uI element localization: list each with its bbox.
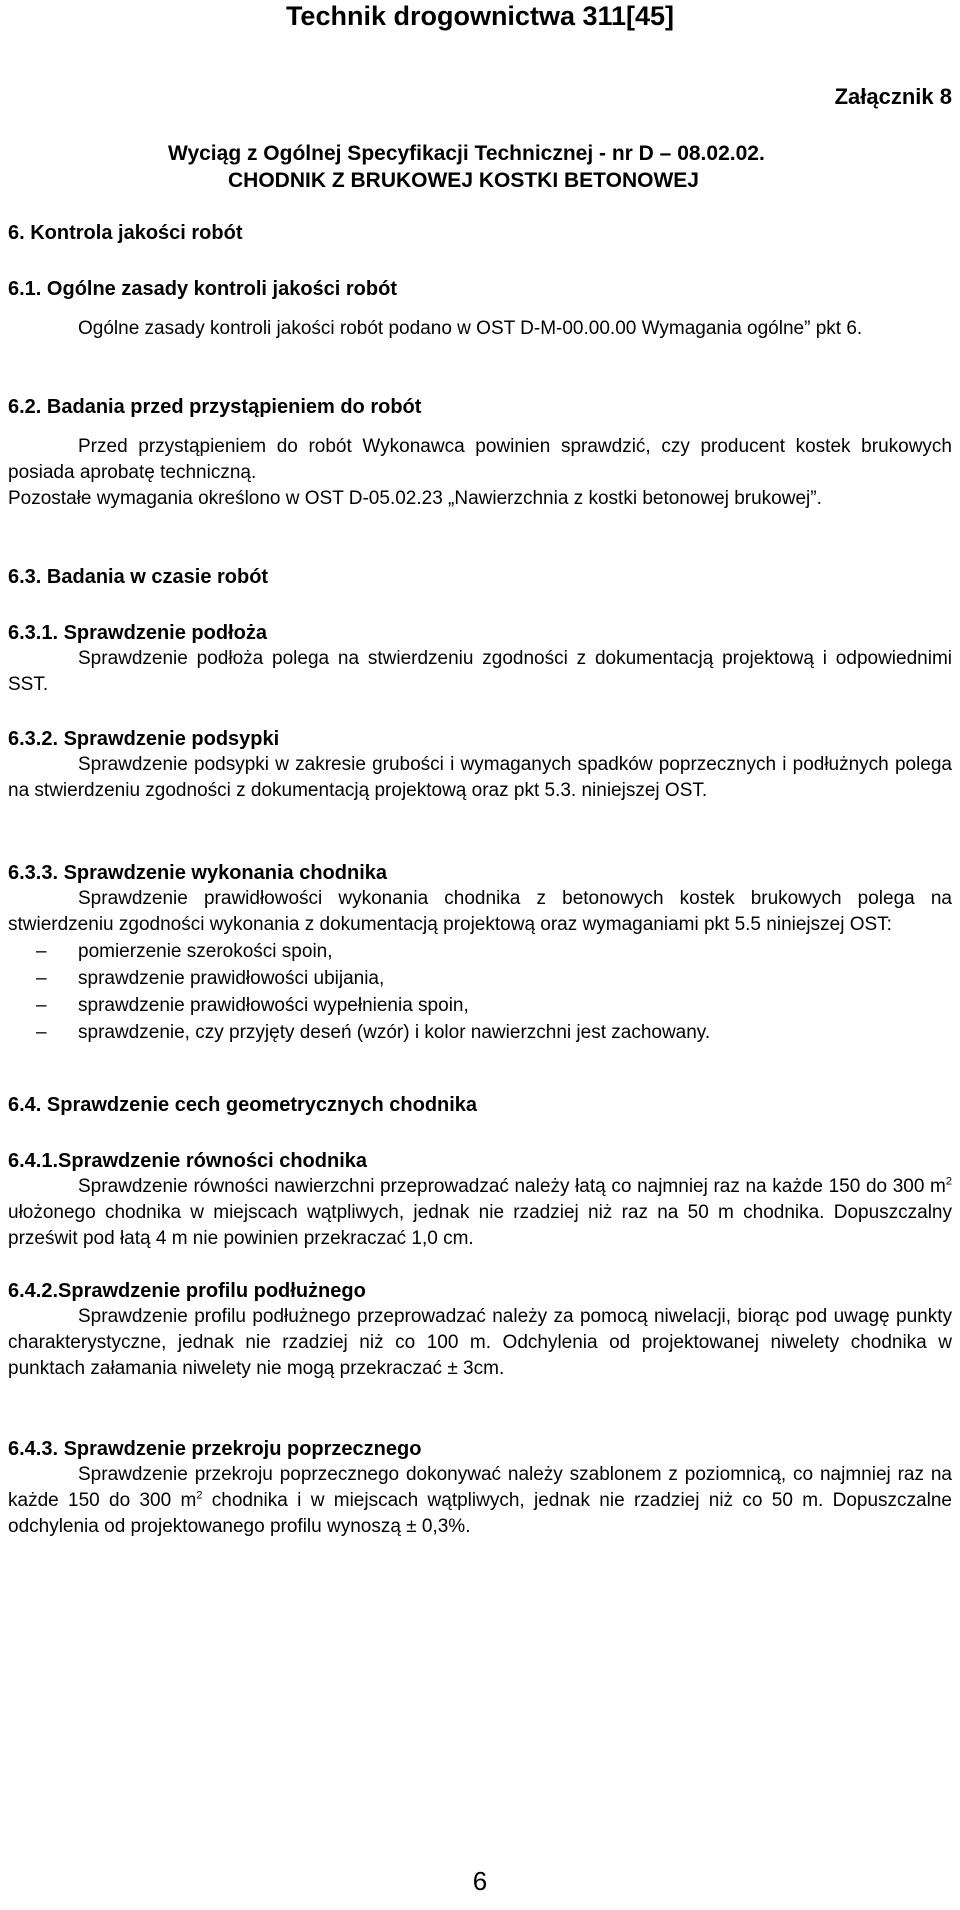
section-heading: 6.4. Sprawdzenie cech geometrycznych chodnika <box>8 1094 478 1116</box>
superscript: 2 <box>945 1175 952 1188</box>
section-6-4-2 <box>8 1278 952 1382</box>
section-heading: 6.2. Badania przed przystąpieniem do robót <box>8 396 422 418</box>
paragraph-part: ułożonego chodnika w miejscach wątpliwych, jednak nie rzadziej niż raz na 50 m chodnika. Dopuszczalny prześwit pod łatą 4 m nie powinien przekraczać 1,0 cm. <box>8 1202 952 1249</box>
section-6-3 <box>8 564 952 590</box>
section-heading: 6.3.1. Sprawdzenie podłoża <box>8 622 267 644</box>
paragraph-part: Sprawdzenie przekroju poprzecznego dokonywać należy szablonem z poziomnicą, co najmniej raz na każde 150 do 300 m <box>8 1464 952 1511</box>
page-number: 6 <box>472 1866 488 1896</box>
check-list <box>8 938 952 1046</box>
section-6-3-2 <box>8 726 952 804</box>
paragraph-part: Sprawdzenie równości nawierzchni przeprowadzać należy łatą co najmniej raz na każde 150 do 300 m <box>78 1176 946 1197</box>
list-item: – sprawdzenie prawidłowości wypełnienia spoin, <box>8 992 952 1019</box>
section-6-4-3 <box>8 1436 952 1540</box>
paragraph: Sprawdzenie profilu podłużnego przeprowadzać należy za pomocą niwelacji, biorąc pod uwagę punkty charakterystyczne, jednak nie rzadziej niż co 100 m. Odchylenia od projektowanej niwelety chodnika w punktach załamania niwelety nie mogą przekraczać ± 3cm. <box>8 1306 952 1379</box>
list-item: – pomierzenie szerokości spoin, <box>8 938 952 965</box>
section-6-1 <box>8 276 952 342</box>
extract-title-line2: CHODNIK Z BRUKOWEJ KOSTKI BETONOWEJ <box>228 169 699 192</box>
section-6-2 <box>8 394 952 512</box>
section-heading: 6.4.3. Sprawdzenie przekroju poprzecznego <box>8 1438 422 1460</box>
annex-label: Załącznik 8 <box>834 84 952 109</box>
section-heading: 6.4.2.Sprawdzenie profilu podłużnego <box>8 1280 366 1302</box>
section-6 <box>8 220 952 246</box>
section-heading: 6.3.3. Sprawdzenie wykonania chodnika <box>8 862 388 884</box>
paragraph: Ogólne zasady kontroli jakości robót podano w OST D-M-00.00.00 Wymagania ogólne” pkt 6. <box>78 318 863 339</box>
section-heading: 6.3.2. Sprawdzenie podsypki <box>8 728 280 750</box>
section-heading: 6.3. Badania w czasie robót <box>8 566 269 588</box>
section-6-3-3 <box>8 860 952 1046</box>
paragraph: Sprawdzenie podsypki w zakresie grubości i wymaganych spadków poprzecznych i podłużnych polega na stwierdzeniu zgodności z dokumentacją projektową oraz pkt 5.3. niniejszej OST. <box>8 754 952 801</box>
section-heading: 6.4.1.Sprawdzenie równości chodnika <box>8 1150 367 1172</box>
paragraph <box>8 1462 952 1540</box>
section-6-4 <box>8 1092 952 1118</box>
page-title: Technik drogownictwa 311[45] <box>285 1 675 31</box>
paragraph: Sprawdzenie podłoża polega na stwierdzeniu zgodności z dokumentacją projektową i odpowiednimi SST. <box>8 648 952 695</box>
section-heading: 6.1. Ogólne zasady kontroli jakości robót <box>8 278 397 300</box>
section-heading: 6. Kontrola jakości robót <box>8 222 243 244</box>
section-6-3-1 <box>8 620 952 698</box>
paragraph: Przed przystąpieniem do robót Wykonawca powinien sprawdzić, czy producent kostek brukowych posiada aprobatę techniczną. <box>8 436 952 483</box>
paragraph: Pozostałe wymagania określono w OST D-05.02.23 „Nawierzchnia z kostki betonowej brukowej”. <box>8 488 822 509</box>
list-item: – sprawdzenie prawidłowości ubijania, <box>8 965 952 992</box>
superscript: 2 <box>196 1489 203 1502</box>
extract-title-line1: Wyciąg z Ogólnej Specyfikacji Technicznej - nr D – 08.02.02. <box>168 142 765 165</box>
section-6-4-1 <box>8 1148 952 1252</box>
paragraph: Sprawdzenie prawidłowości wykonania chodnika z betonowych kostek brukowych polega na stwierdzeniu zgodności wykonania z dokumentacją projektową oraz wymaganiami pkt 5.5 niniejszej OST: <box>8 888 952 935</box>
paragraph <box>8 1174 952 1252</box>
extract-title <box>168 140 765 194</box>
paragraph-part: chodnika i w miejscach wątpliwych, jednak nie rzadziej niż co 50 m. Dopuszczalne odchylenia od projektowanego profilu wynoszą ± 0,3%. <box>8 1490 952 1537</box>
list-item: – sprawdzenie, czy przyjęty deseń (wzór) i kolor nawierzchni jest zachowany. <box>8 1019 952 1046</box>
